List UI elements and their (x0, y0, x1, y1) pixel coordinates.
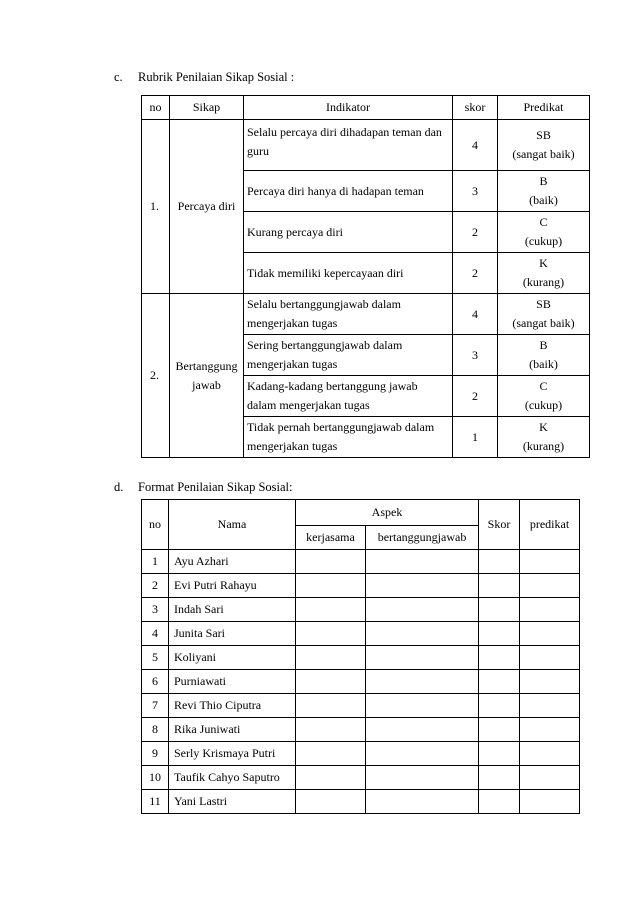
rubric-group-no: 1. (142, 120, 170, 294)
rubric-predikat (498, 171, 590, 212)
rubric-indikator: Tidak memiliki kepercayaan diri (244, 253, 453, 294)
student-no: 4 (142, 622, 169, 646)
cell-predikat (520, 670, 580, 694)
cell-predikat (520, 550, 580, 574)
predikat-text: (baik) (529, 193, 558, 207)
rubric-skor: 2 (453, 253, 498, 294)
rubric-header-no: no (142, 96, 170, 120)
rubric-skor: 2 (453, 376, 498, 417)
predikat-text: (baik) (529, 357, 558, 371)
rubric-group-sikap: Bertanggung jawab (170, 294, 244, 458)
predikat-code: SB (536, 128, 551, 142)
cell-kerjasama (296, 670, 366, 694)
rubric-skor: 4 (453, 120, 498, 171)
predikat-text: (sangat baik) (512, 316, 575, 330)
cell-predikat (520, 622, 580, 646)
rubric-predikat (498, 294, 590, 335)
student-row (142, 670, 580, 694)
cell-predikat (520, 646, 580, 670)
cell-bertanggungjawab (366, 622, 479, 646)
cell-kerjasama (296, 598, 366, 622)
rubric-header-indikator: Indikator (244, 96, 453, 120)
cell-bertanggungjawab (366, 670, 479, 694)
rubric-header-sikap: Sikap (170, 96, 244, 120)
format-header-aspek: Aspek (296, 500, 479, 526)
rubric-row (142, 294, 590, 335)
student-no: 6 (142, 670, 169, 694)
student-name: Yani Lastri (169, 790, 296, 814)
cell-kerjasama (296, 718, 366, 742)
student-no: 1 (142, 550, 169, 574)
cell-predikat (520, 718, 580, 742)
student-row (142, 598, 580, 622)
cell-bertanggungjawab (366, 790, 479, 814)
rubric-group-no: 2. (142, 294, 170, 458)
rubric-header-predikat: Predikat (498, 96, 590, 120)
student-name: Indah Sari (169, 598, 296, 622)
predikat-code: K (539, 256, 548, 270)
student-row (142, 574, 580, 598)
student-row (142, 694, 580, 718)
student-no: 5 (142, 646, 169, 670)
format-table (141, 499, 580, 814)
student-no: 10 (142, 766, 169, 790)
section-d-title: Format Penilaian Sikap Sosial: (138, 480, 293, 494)
student-name: Koliyani (169, 646, 296, 670)
cell-bertanggungjawab (366, 550, 479, 574)
rubric-group-sikap: Percaya diri (170, 120, 244, 294)
student-row (142, 766, 580, 790)
cell-bertanggungjawab (366, 766, 479, 790)
rubric-header-row (142, 96, 590, 120)
rubric-row (142, 120, 590, 171)
predikat-text: (sangat baik) (512, 147, 575, 161)
predikat-code: SB (536, 297, 551, 311)
cell-skor (479, 670, 520, 694)
student-no: 8 (142, 718, 169, 742)
cell-skor (479, 718, 520, 742)
rubric-skor: 3 (453, 171, 498, 212)
format-header-nama: Nama (169, 500, 296, 550)
student-row (142, 622, 580, 646)
student-row (142, 718, 580, 742)
student-name: Junita Sari (169, 622, 296, 646)
cell-skor (479, 598, 520, 622)
student-name: Evi Putri Rahayu (169, 574, 296, 598)
cell-bertanggungjawab (366, 574, 479, 598)
cell-predikat (520, 574, 580, 598)
predikat-text: (kurang) (522, 439, 565, 453)
section-c-letter: c. (114, 70, 123, 84)
rubric-predikat (498, 212, 590, 253)
cell-kerjasama (296, 646, 366, 670)
cell-skor (479, 550, 520, 574)
section-c-heading (114, 70, 294, 85)
rubric-predikat (498, 417, 590, 458)
student-name: Serly Krismaya Putri (169, 742, 296, 766)
format-header-skor: Skor (479, 500, 520, 550)
rubric-indikator: Kurang percaya diri (244, 212, 453, 253)
student-name: Revi Thio Ciputra (169, 694, 296, 718)
rubric-indikator: Percaya diri hanya di hadapan teman (244, 171, 453, 212)
student-name: Taufik Cahyo Saputro (169, 766, 296, 790)
rubric-predikat (498, 335, 590, 376)
cell-predikat (520, 598, 580, 622)
cell-predikat (520, 694, 580, 718)
format-header-row (142, 500, 580, 526)
format-header-predikat: predikat (520, 500, 580, 550)
cell-bertanggungjawab (366, 742, 479, 766)
cell-skor (479, 790, 520, 814)
cell-skor (479, 574, 520, 598)
cell-skor (479, 742, 520, 766)
cell-kerjasama (296, 742, 366, 766)
rubric-skor: 4 (453, 294, 498, 335)
predikat-text: (cukup) (524, 234, 563, 248)
rubric-skor: 3 (453, 335, 498, 376)
student-no: 11 (142, 790, 169, 814)
rubric-predikat (498, 376, 590, 417)
rubric-predikat (498, 253, 590, 294)
predikat-code: B (539, 338, 548, 352)
student-no: 9 (142, 742, 169, 766)
cell-skor (479, 646, 520, 670)
cell-kerjasama (296, 766, 366, 790)
predikat-code: C (539, 215, 548, 229)
cell-bertanggungjawab (366, 718, 479, 742)
cell-bertanggungjawab (366, 598, 479, 622)
rubric-indikator: Selalu bertanggungjawab dalam mengerjakan tugas (244, 294, 453, 335)
cell-predikat (520, 742, 580, 766)
cell-bertanggungjawab (366, 694, 479, 718)
section-d-letter: d. (114, 480, 124, 494)
student-no: 3 (142, 598, 169, 622)
cell-skor (479, 694, 520, 718)
rubric-indikator: Kadang-kadang bertanggung jawab dalam mengerjakan tugas (244, 376, 453, 417)
predikat-code: C (539, 379, 548, 393)
cell-skor (479, 622, 520, 646)
student-no: 7 (142, 694, 169, 718)
cell-kerjasama (296, 622, 366, 646)
predikat-text: (cukup) (524, 398, 563, 412)
rubric-header-skor: skor (453, 96, 498, 120)
predikat-code: K (539, 420, 548, 434)
cell-skor (479, 766, 520, 790)
student-no: 2 (142, 574, 169, 598)
cell-kerjasama (296, 790, 366, 814)
cell-kerjasama (296, 550, 366, 574)
student-name: Purniawati (169, 670, 296, 694)
section-d-heading (114, 480, 293, 495)
format-header-no: no (142, 500, 169, 550)
student-row (142, 550, 580, 574)
format-header-bertanggungjawab: bertanggungjawab (366, 526, 479, 550)
rubric-indikator: Tidak pernah bertanggungjawab dalam mengerjakan tugas (244, 417, 453, 458)
student-row (142, 790, 580, 814)
rubric-skor: 1 (453, 417, 498, 458)
rubric-skor: 2 (453, 212, 498, 253)
cell-kerjasama (296, 574, 366, 598)
cell-bertanggungjawab (366, 646, 479, 670)
section-c-title: Rubrik Penilaian Sikap Sosial : (138, 70, 295, 84)
rubric-predikat (498, 120, 590, 171)
rubric-indikator: Sering bertanggungjawab dalam mengerjakan tugas (244, 335, 453, 376)
rubric-table (141, 95, 590, 458)
rubric-indikator: Selalu percaya diri dihadapan teman dan guru (244, 120, 453, 171)
cell-kerjasama (296, 694, 366, 718)
student-name: Rika Juniwati (169, 718, 296, 742)
cell-predikat (520, 790, 580, 814)
format-header-kerjasama: kerjasama (296, 526, 366, 550)
student-row (142, 742, 580, 766)
predikat-code: B (539, 174, 548, 188)
student-row (142, 646, 580, 670)
predikat-text: (kurang) (522, 275, 565, 289)
student-name: Ayu Azhari (169, 550, 296, 574)
cell-predikat (520, 766, 580, 790)
